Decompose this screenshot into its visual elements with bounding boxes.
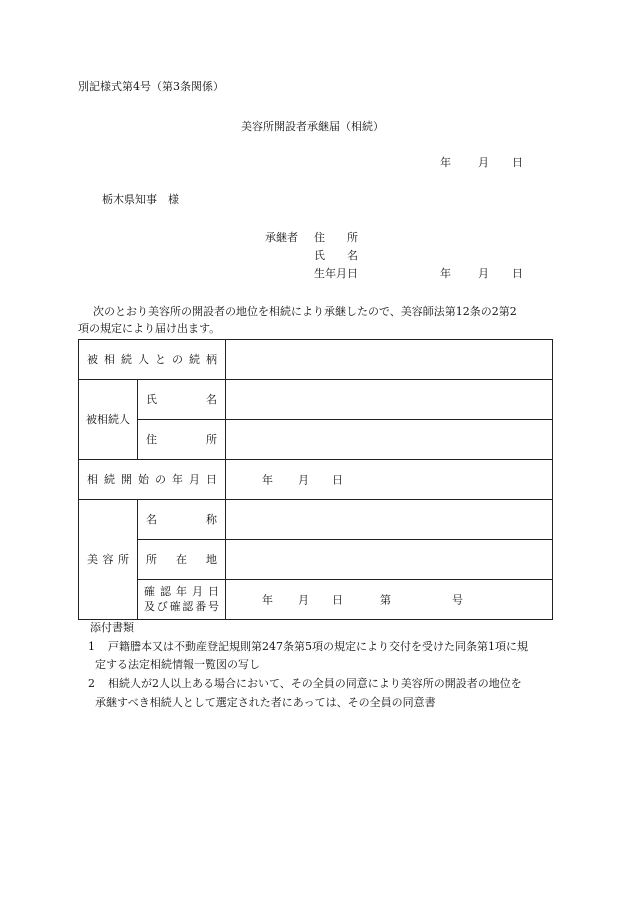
salon-group-label: 美容所 xyxy=(79,500,138,620)
statement-line-1: 次のとおり美容所の開設者の地位を相続により承継したので、美容師法第12条の2第2 xyxy=(93,305,517,318)
attachments-heading: 添付書類 xyxy=(90,621,134,634)
attachment-2-line2: 承継すべき相続人として選定された者にあっては、その全員の同意書 xyxy=(95,696,436,709)
statement-line-2: 項の規定により届け出ます。 xyxy=(78,322,221,335)
attachment-2-number: 2 xyxy=(88,677,95,690)
relationship-label: 被相続人との続柄 xyxy=(79,340,226,380)
decedent-name-label: 氏名 xyxy=(138,380,226,420)
confirmation-label-line2: 及び確認番号 xyxy=(144,599,219,613)
notification-table xyxy=(78,339,553,620)
date-day: 日 xyxy=(512,156,523,169)
table-row xyxy=(79,340,553,380)
table-row xyxy=(79,580,553,620)
confirm-day: 日 xyxy=(332,593,343,606)
decedent-name-field[interactable] xyxy=(226,380,553,420)
date-year: 年 xyxy=(440,156,451,169)
salon-location-field[interactable] xyxy=(226,540,553,580)
decedent-group-label: 被相続人 xyxy=(79,380,138,460)
confirm-no-prefix: 第 xyxy=(380,593,391,606)
inheritance-year: 年 xyxy=(262,473,273,486)
decedent-address-label: 住所 xyxy=(138,420,226,460)
confirm-no-suffix: 号 xyxy=(452,593,463,606)
inheritance-date-field[interactable] xyxy=(226,460,553,500)
attachment-1-line1: 戸籍謄本又は不動産登記規則第247条第5項の規定により交付を受けた同条第1項に規 xyxy=(108,640,528,653)
confirm-month: 月 xyxy=(298,593,309,606)
confirmation-field[interactable] xyxy=(226,580,553,620)
attachment-1-line2: 定する法定相続情報一覧図の写し xyxy=(95,658,260,671)
inheritance-month: 月 xyxy=(298,473,309,486)
birth-day: 日 xyxy=(512,267,523,280)
decedent-address-field[interactable] xyxy=(226,420,553,460)
form-reference: 別記様式第4号（第3条関係） xyxy=(78,80,224,93)
attachment-1-number: 1 xyxy=(88,640,95,653)
table-row xyxy=(79,420,553,460)
relationship-field[interactable] xyxy=(226,340,553,380)
salon-location-label: 所在地 xyxy=(138,540,226,580)
successor-label: 承継者 xyxy=(265,231,298,244)
table-row xyxy=(79,460,553,500)
table-row xyxy=(79,540,553,580)
confirmation-label xyxy=(138,580,226,620)
confirmation-label-line1: 確認年月日 xyxy=(144,584,219,598)
confirm-year: 年 xyxy=(262,593,273,606)
salon-name-field[interactable] xyxy=(226,500,553,540)
table-row xyxy=(79,500,553,540)
successor-address-label: 住 所 xyxy=(314,231,358,244)
successor-name-label: 氏 名 xyxy=(314,249,358,262)
birth-year: 年 xyxy=(440,267,451,280)
salon-name-label: 名称 xyxy=(138,500,226,540)
successor-birth-label: 生年月日 xyxy=(314,267,358,280)
birth-month: 月 xyxy=(478,267,489,280)
inheritance-date-label: 相続開始の年月日 xyxy=(79,460,226,500)
attachment-2-line1: 相続人が2人以上ある場合において、その全員の同意により美容所の開設者の地位を xyxy=(108,677,522,690)
document-title: 美容所開設者承継届（相続） xyxy=(241,120,384,133)
table-row xyxy=(79,380,553,420)
inheritance-day: 日 xyxy=(332,473,343,486)
addressee: 栃木県知事 様 xyxy=(102,193,179,206)
date-month: 月 xyxy=(478,156,489,169)
